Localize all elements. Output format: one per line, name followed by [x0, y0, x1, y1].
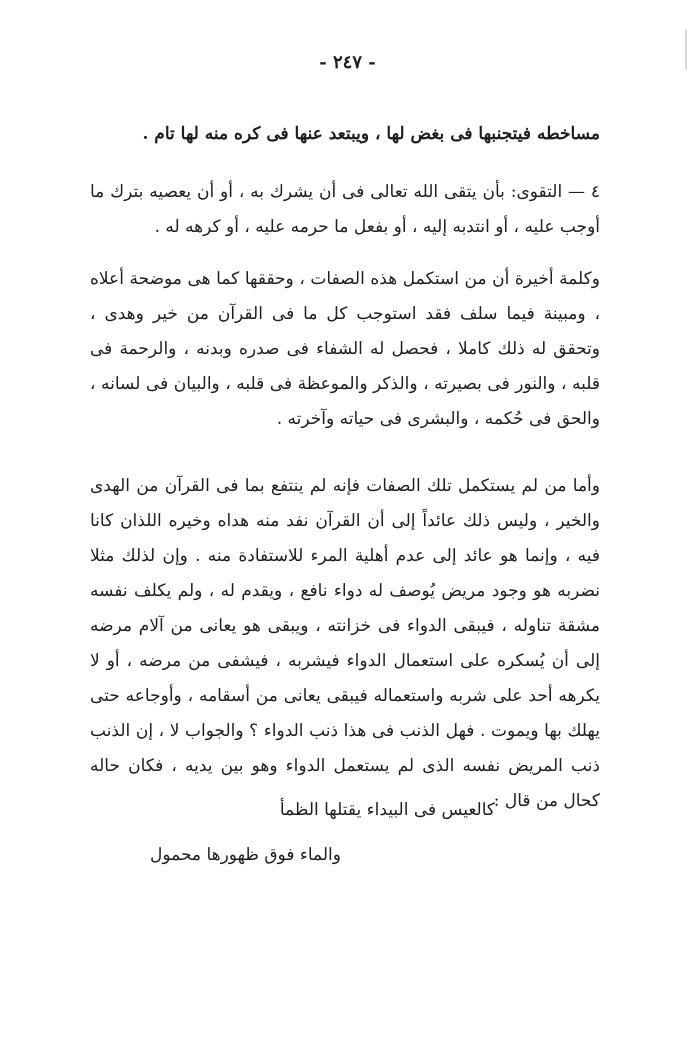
paragraph-continuation: مساخطه فيتجنبها فى بغض لها ، ويبتعد عنها فى كره منه لها تام . — [142, 124, 600, 144]
paragraph-taqwa: ٤ — التقوى: بأن يتقى الله تعالى فى أن يشرك به ، أو أن يعصيه بترك ما أوجب عليه ، أو انتدبه إليه ، أو بفعل ما حرمه عليه ، أو كرهه له . — [90, 182, 600, 237]
poem-line-1: كالعيس فى البيداء يقتلها الظمأ — [279, 800, 495, 820]
paragraph-medicine-example: وأما من لم يستكمل تلك الصفات فإنه لم ينتفع بما فى القرآن من الهدى والخير ، وليس ذلك عائداً إلى أن القرآن نفد منه هداه وخيره اللذان كانا فيه ، وإنما هو عائد إلى عدم أهلية المرء للاستفادة منه . وإن لذلك مثلا نضربه هو وجود مريض يُوصف له دواء نافع ، ويقدم له ، ولم يكلف نفسه مشقة تناوله ، فيبقى الدواء فى خزانته ، ويبقى هو يعانى من آلام مرضه إلى أن يُسكره على استعمال الدواء فيشربه ، فيشفى من مرضه ، أو لا يكرهه أحد على شربه واستعماله فيبقى يعانى من أسقامه ، وأوجاعه حتى يهلك بها ويموت . فهل الذنب فى هذا ذنب الدواء ؟ والجواب لا ، إن الذنب ذنب المريض نفسه الذى لم يستعمل الدواء وهو بين يديه ، فكان حاله كحال من قال : — [90, 476, 600, 811]
page-number: - ٢٤٧ - — [319, 52, 376, 73]
poem-line-2: والماء فوق ظهورها محمول — [150, 845, 341, 865]
paragraph-conclusion: وكلمة أخيرة أن من استكمل هذه الصفات ، وحققها كما هى موضحة أعلاه ، ومبينة فيما سلف فقد استوجب كل ما فى القرآن من خير وهدى ، وتحقق له ذلك كاملا ، فحصل له الشفاء فى صدره وبدنه ، والرحمة فى قلبه ، والنور فى بصيرته ، والذكر والموعظة فى قلبه ، والبيان فى لسانه ، والحق فى حُكمه ، والبشرى فى حياته وآخرته . — [90, 269, 600, 429]
